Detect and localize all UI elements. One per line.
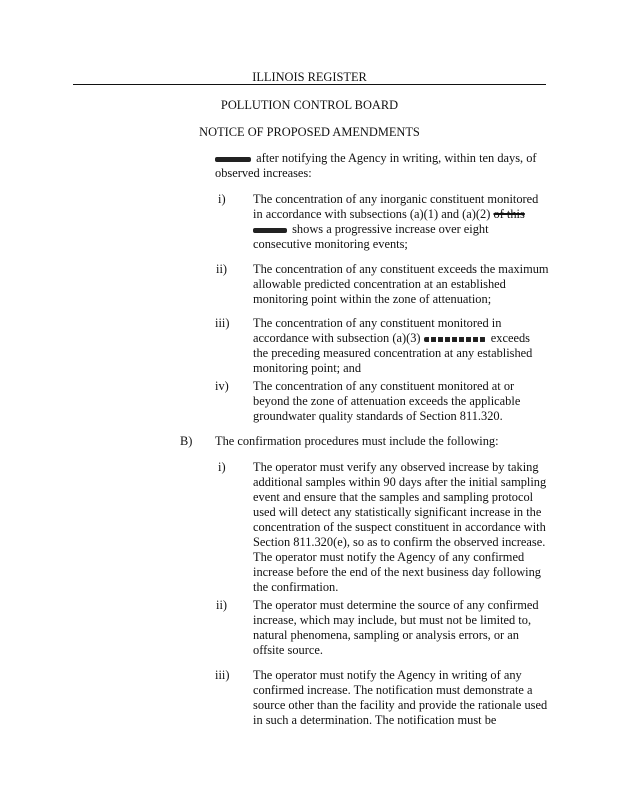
section-marker: B) [180,434,193,448]
list-marker: i) [218,192,226,206]
list-item-line: increase before the end of the next business day following [253,565,541,579]
list-item-line [253,222,489,238]
list-item-text: accordance with subsection (a)(3) [253,331,421,345]
redaction-mark [215,157,251,162]
list-marker: ii) [216,598,228,612]
list-item-line: The concentration of any inorganic constituent monitored [253,192,539,206]
list-item-line: the confirmation. [253,580,339,594]
intro-line-1 [215,151,537,167]
redaction-mark [424,337,486,342]
intro-line-2: observed increases: [215,166,312,180]
list-item-text: in accordance with subsections (a)(1) and (a)(2) [253,207,491,221]
list-marker: ii) [216,262,228,276]
board-title: POLLUTION CONTROL BOARD [220,98,399,112]
list-item-line: The concentration of any constituent exceeds the maximum [253,262,549,276]
list-item-line: The operator must notify the Agency of any confirmed [253,550,525,564]
list-item-line: The concentration of any constituent monitored at or [253,379,515,393]
list-item-line: The operator must verify any observed increase by taking [253,460,539,474]
list-item-line: natural phenomena, sampling or analysis errors, or an [253,628,519,642]
list-item-line: The operator must determine the source of any confirmed [253,598,539,612]
notice-title: NOTICE OF PROPOSED AMENDMENTS [199,125,420,139]
list-marker: i) [218,460,226,474]
list-item-line: offsite source. [253,643,323,657]
list-marker: iii) [215,668,230,682]
list-marker: iii) [215,316,230,330]
list-item-line [253,207,525,223]
redaction-mark [253,228,287,233]
list-item-line: consecutive monitoring events; [253,237,408,251]
list-item-line: increase, which may include, but must not be limited to, [253,613,532,627]
header-divider [73,84,546,85]
list-item-line: The operator must notify the Agency in writing of any [253,668,522,682]
list-item-line: monitoring point; and [253,361,362,375]
list-item-text: exceeds [490,331,530,345]
list-item-line: Section 811.320(e), so as to confirm the observed increase. [253,535,546,549]
list-item-line: beyond the zone of attenuation exceeds the applicable [253,394,521,408]
list-item-line: in such a determination. The notification must be [253,713,497,727]
list-item-line: allowable predicted concentration at an established [253,277,506,291]
register-title: ILLINOIS REGISTER [252,70,367,84]
list-item-text: shows a progressive increase over eight [292,222,489,236]
list-item-line: confirmed increase. The notification must demonstrate a [253,683,533,697]
list-item-line: the preceding measured concentration at any established [253,346,533,360]
intro-text-1: after notifying the Agency in writing, within ten days, of [256,151,537,165]
list-marker: iv) [215,379,229,393]
section-heading: The confirmation procedures must include the following: [215,434,499,448]
list-item-line: concentration of the suspect constituent in accordance with [253,520,546,534]
struck-text: of this [493,207,525,221]
list-item-line: used will detect any statistically significant increase in the [253,505,542,519]
list-item-line: event and ensure that the samples and sampling protocol [253,490,534,504]
list-item-line: monitoring point within the zone of attenuation; [253,292,492,306]
list-item-line [253,331,530,347]
list-item-line: source other than the facility and provide the rationale used [253,698,548,712]
list-item-line: additional samples within 90 days after the initial sampling [253,475,547,489]
list-item-line: The concentration of any constituent monitored in [253,316,502,330]
list-item-line: groundwater quality standards of Section 811.320. [253,409,503,423]
